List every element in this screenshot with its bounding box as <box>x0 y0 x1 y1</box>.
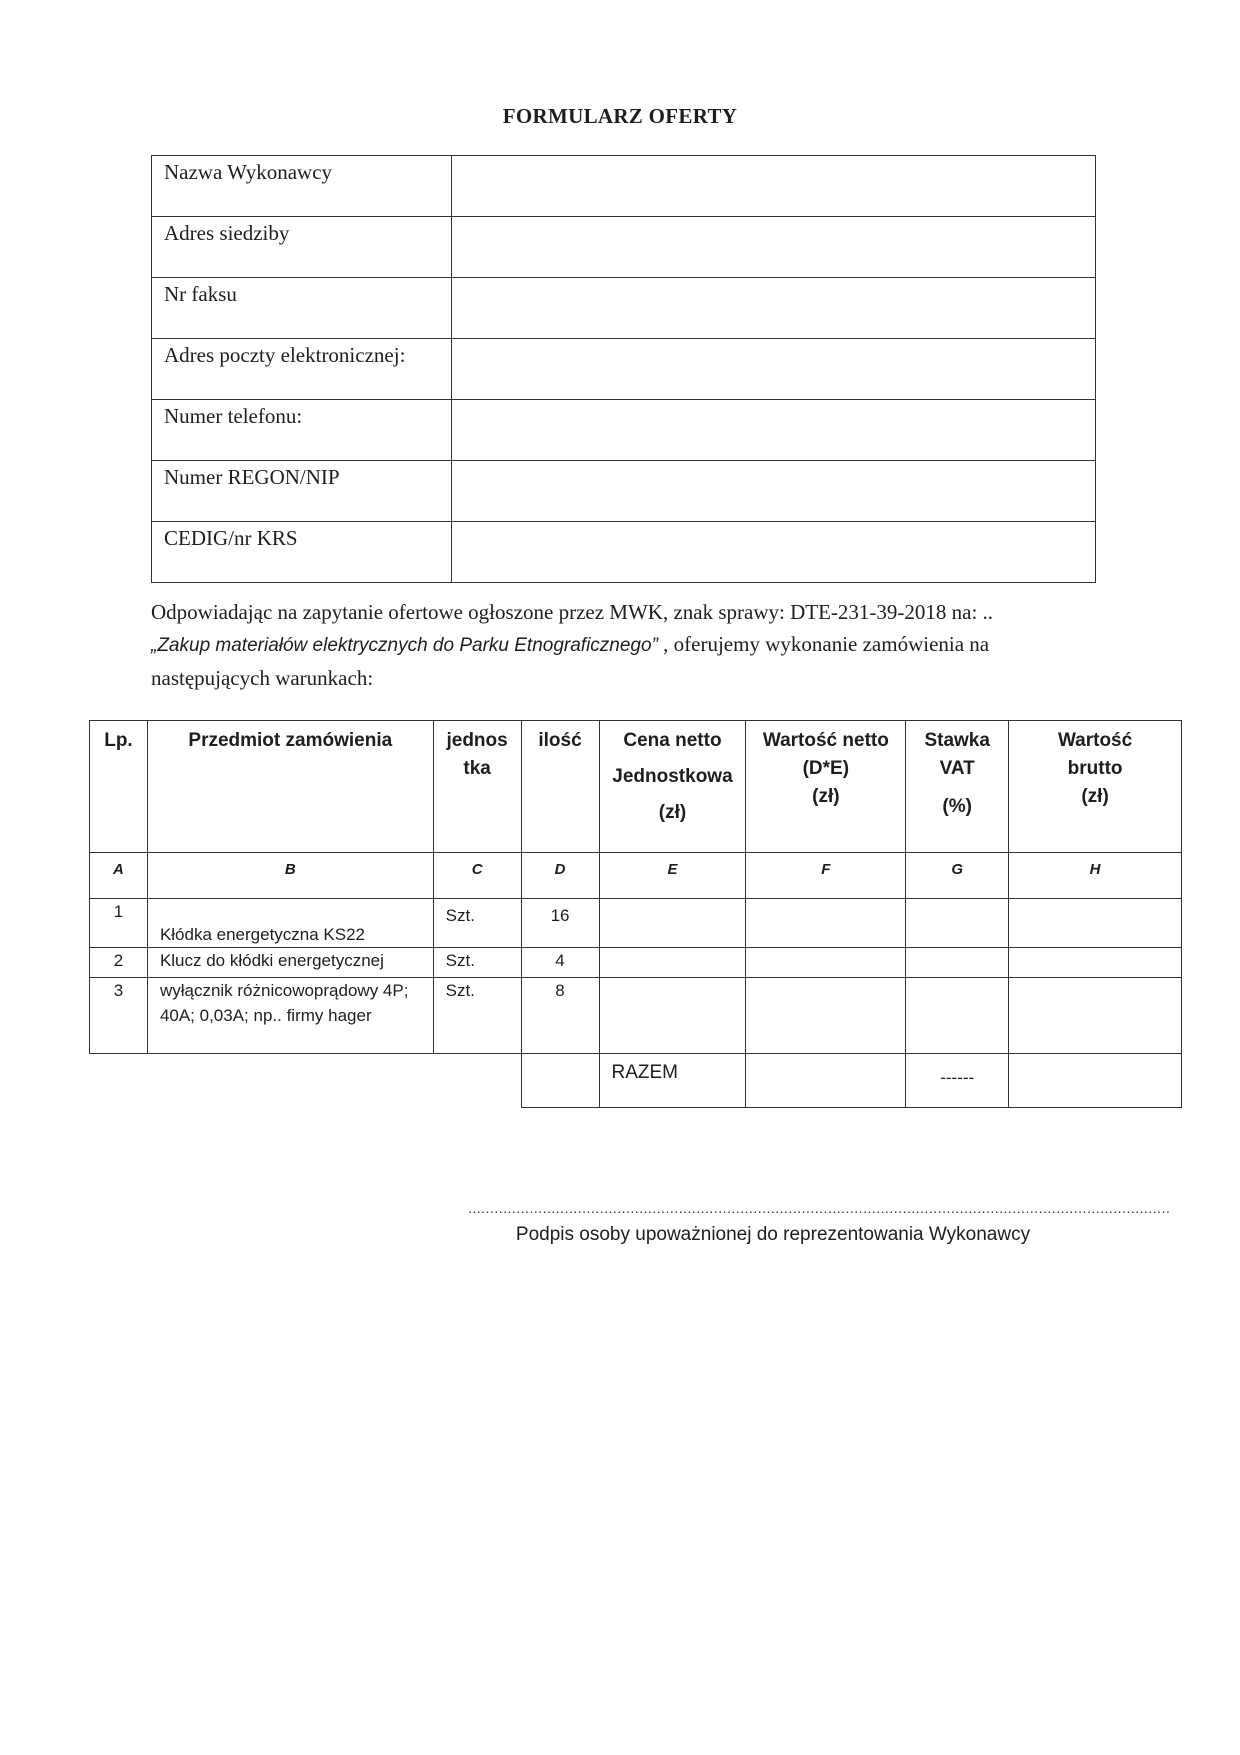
column-letter-a: A <box>90 853 148 899</box>
header-net-line2: (D*E) <box>802 758 850 779</box>
row-lp: 1 <box>90 899 148 948</box>
header-net-value <box>746 721 906 853</box>
row-lp: 2 <box>90 948 148 978</box>
column-letter-e: E <box>599 853 746 899</box>
row-gross-cell[interactable] <box>1009 978 1182 1054</box>
row-net-value-cell[interactable] <box>746 978 906 1054</box>
column-letter-d: D <box>521 853 599 899</box>
contractor-row-address <box>152 217 1096 278</box>
header-gross-value <box>1009 721 1182 853</box>
row-unit-price-cell[interactable] <box>599 948 746 978</box>
total-net-value-cell[interactable] <box>746 1054 906 1108</box>
column-letter-b: B <box>147 853 433 899</box>
contractor-row-fax <box>152 278 1096 339</box>
intro-line-2: , oferujemy wykonanie zamówienia na następujących warunkach: <box>151 632 990 690</box>
header-price-line2: Jednostkowa <box>612 766 733 787</box>
total-label: RAZEM <box>599 1054 746 1108</box>
header-unit <box>433 721 521 853</box>
row-item-name: Klucz do kłódki energetycznej <box>147 948 433 978</box>
field-value-email[interactable] <box>452 339 1096 400</box>
table-row <box>90 978 1182 1054</box>
contractor-row-phone <box>152 400 1096 461</box>
field-value-krs[interactable] <box>452 522 1096 583</box>
field-value-address[interactable] <box>452 217 1096 278</box>
header-gross-line2: brutto <box>1067 758 1123 779</box>
header-net-line1: Wartość netto <box>762 730 889 751</box>
field-label-name: Nazwa Wykonawcy <box>152 156 452 217</box>
row-net-value-cell[interactable] <box>746 948 906 978</box>
field-label-address: Adres siedziby <box>152 217 452 278</box>
row-net-value-cell[interactable] <box>746 899 906 948</box>
row-unit: Szt. <box>433 948 521 978</box>
table-header-row <box>90 721 1182 853</box>
total-blank-cell <box>521 1054 599 1108</box>
column-letter-f: F <box>746 853 906 899</box>
field-value-phone[interactable] <box>452 400 1096 461</box>
field-label-email: Adres poczty elektronicznej: <box>152 339 452 400</box>
intro-paragraph <box>151 596 1101 694</box>
header-lp: Lp. <box>90 721 148 853</box>
contractor-info-table <box>151 155 1096 583</box>
row-qty: 16 <box>521 899 599 948</box>
header-price-line1: Cena netto <box>623 730 722 751</box>
spacer-cell <box>147 1054 433 1108</box>
row-gross-cell[interactable] <box>1009 899 1182 948</box>
spacer-cell <box>90 1054 148 1108</box>
spacer-cell <box>433 1054 521 1108</box>
field-value-name[interactable] <box>452 156 1096 217</box>
header-unit-line2: tka <box>463 758 491 779</box>
field-value-regon[interactable] <box>452 461 1096 522</box>
row-vat-cell[interactable] <box>906 978 1009 1054</box>
row-vat-cell[interactable] <box>906 899 1009 948</box>
row-unit-price-cell[interactable] <box>599 899 746 948</box>
table-row <box>90 948 1182 978</box>
contractor-row-email <box>152 339 1096 400</box>
field-value-fax[interactable] <box>452 278 1096 339</box>
header-net-line3: (zł) <box>812 786 840 807</box>
header-gross-line3: (zł) <box>1081 786 1109 807</box>
contractor-row-name <box>152 156 1096 217</box>
signature-line: ................................................................................................................................................................ <box>468 1200 1171 1216</box>
row-item-name: wyłącznik różnicowoprądowy 4P; 40A; 0,03A; np.. firmy hager <box>147 978 433 1054</box>
row-unit-price-cell[interactable] <box>599 978 746 1054</box>
order-items-table <box>89 720 1182 1108</box>
total-gross-value-cell[interactable] <box>1009 1054 1182 1108</box>
column-letter-g: G <box>906 853 1009 899</box>
header-vat-line3: (%) <box>942 796 972 817</box>
total-vat-dashes: ------ <box>906 1054 1009 1108</box>
total-row <box>90 1054 1182 1108</box>
document-title: FORMULARZ OFERTY <box>502 104 738 128</box>
field-label-krs: CEDIG/nr KRS <box>152 522 452 583</box>
header-qty: ilość <box>521 721 599 853</box>
field-label-phone: Numer telefonu: <box>152 400 452 461</box>
intro-quote: „Zakup materiałów elektrycznych do Parku Etnograficznego” <box>151 635 658 656</box>
contractor-row-krs <box>152 522 1096 583</box>
header-gross-line1: Wartość <box>1057 730 1133 751</box>
row-vat-cell[interactable] <box>906 948 1009 978</box>
column-letters-row <box>90 853 1182 899</box>
column-letter-h: H <box>1009 853 1182 899</box>
header-price-line3: (zł) <box>658 802 687 823</box>
header-item: Przedmiot zamówienia <box>147 721 433 853</box>
field-label-fax: Nr faksu <box>152 278 452 339</box>
header-vat-line2: VAT <box>939 758 975 779</box>
row-qty: 4 <box>521 948 599 978</box>
column-letter-c: C <box>433 853 521 899</box>
intro-line-1: Odpowiadając na zapytanie ofertowe ogłoszone przez MWK, znak sprawy: DTE-231-39-2018 na: .. <box>151 600 994 624</box>
row-unit: Szt. <box>433 978 521 1054</box>
row-unit: Szt. <box>433 899 521 948</box>
header-vat-line1: Stawka <box>924 730 990 751</box>
row-lp: 3 <box>90 978 148 1054</box>
contractor-row-regon <box>152 461 1096 522</box>
row-item-name: Kłódka energetyczna KS22 <box>147 899 433 948</box>
table-row <box>90 899 1182 948</box>
row-qty: 8 <box>521 978 599 1054</box>
field-label-regon: Numer REGON/NIP <box>152 461 452 522</box>
row-gross-cell[interactable] <box>1009 948 1182 978</box>
header-unit-line1: jednos <box>446 730 508 751</box>
header-unit-price <box>599 721 746 853</box>
header-vat-rate <box>906 721 1009 853</box>
signature-label: Podpis osoby upoważnionej do reprezentowania Wykonawcy <box>515 1224 1031 1245</box>
